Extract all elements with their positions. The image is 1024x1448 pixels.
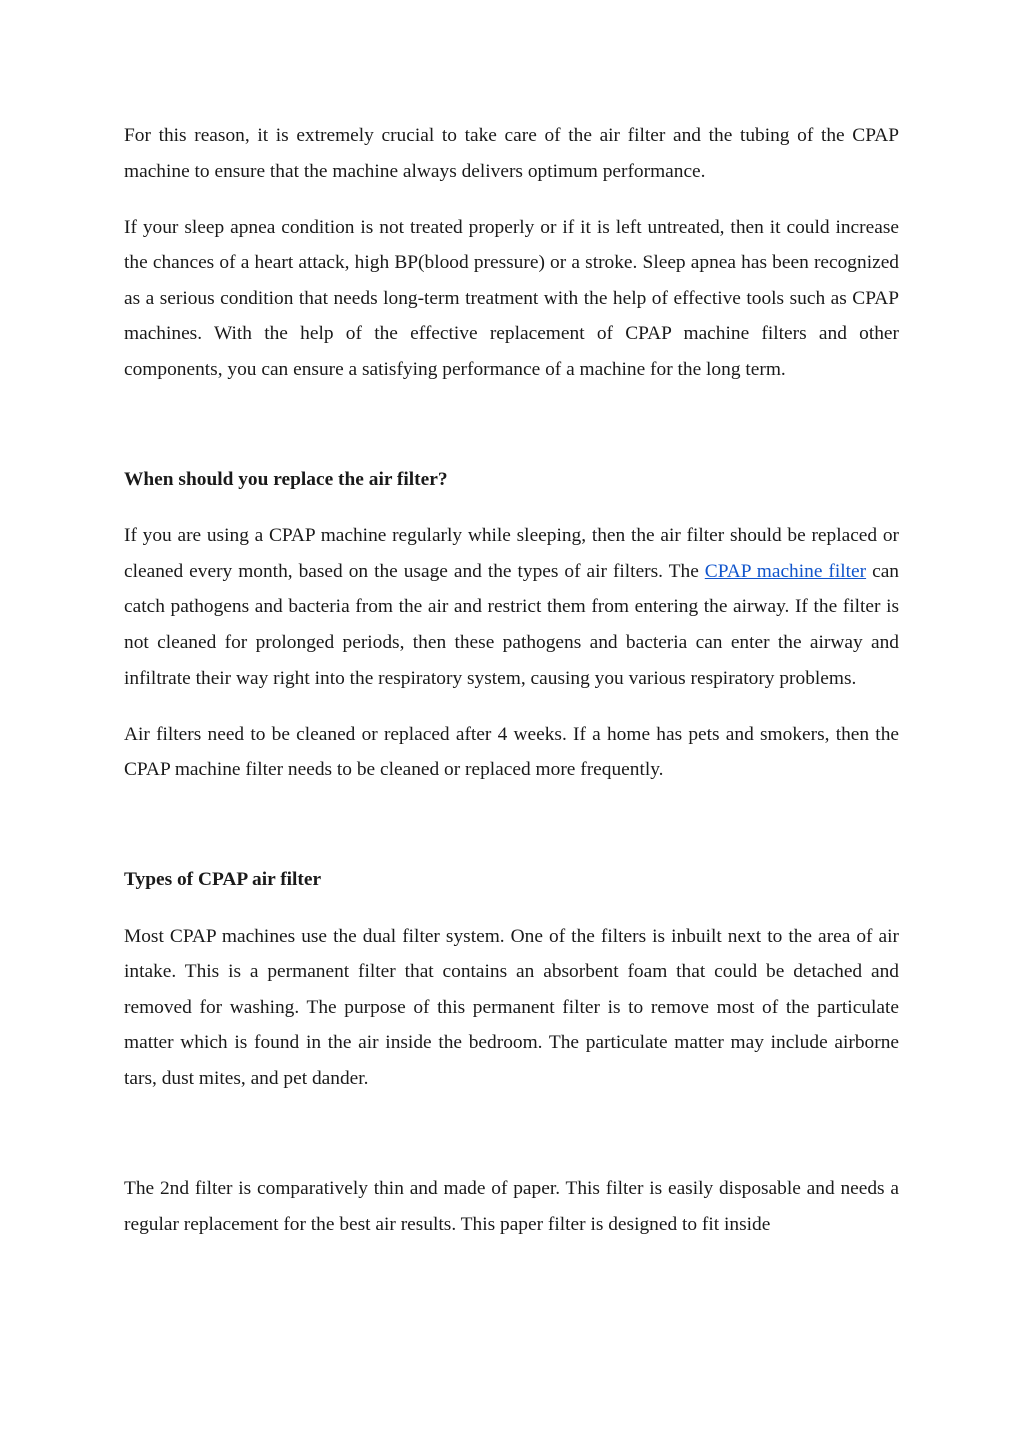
- document-page: [124, 118, 899, 1263]
- paragraph-four-weeks: Air filters need to be cleaned or replaced after 4 weeks. If a home has pets and smokers, then the CPAP machine filter needs to be cleaned or replaced more frequently.: [124, 723, 899, 781]
- section-spacer: [124, 808, 899, 862]
- paragraph-text-after-link: can catch pathogens and bacteria from the air and restrict them from entering the airway. If the filter is not cleaned for prolonged periods, then these pathogens and bacteria can enter the airway and infiltrate their way right into the respiratory system, causing you various respiratory problems.: [124, 560, 899, 689]
- cpap-machine-filter-link[interactable]: CPAP machine filter: [704, 560, 867, 582]
- paragraph-sleep-apnea-risks: If your sleep apnea condition is not treated properly or if it is left untreated, then it could increase the chances of a heart attack, high BP(blood pressure) or a stroke. Sleep apnea has been recognized as a serious condition that needs long-term treatment with the help of effective tools such as CPAP machines. With the help of the effective replacement of CPAP machine filters and other components, you can ensure a satisfying performance of a machine for the long term.: [124, 216, 899, 381]
- paragraph-filter-care: For this reason, it is extremely crucial to take care of the air filter and the tubing of the CPAP machine to ensure that the machine always delivers optimum performance.: [124, 125, 899, 182]
- paragraph-dual-filter-system: Most CPAP machines use the dual filter system. One of the filters is inbuilt next to the area of air intake. This is a permanent filter that contains an absorbent foam that could be detached and removed for washing. The purpose of this permanent filter is to remove most of the particulate matter which is found in the air inside the bedroom. The particulate matter may include airborne tars, dust mites, and pet dander.: [124, 925, 899, 1089]
- paragraph-paper-filter: The 2nd filter is comparatively thin and made of paper. This filter is easily disposable and needs a regular replacement for the best air results. This paper filter is designed to fit inside: [124, 1177, 899, 1235]
- heading-when-to-replace: When should you replace the air filter?: [124, 469, 448, 491]
- heading-types-of-filter: Types of CPAP air filter: [124, 869, 322, 891]
- section-spacer: [124, 1117, 899, 1171]
- paragraph-replacement-schedule: [124, 518, 899, 696]
- section-spacer: [124, 408, 899, 462]
- paragraph-text-before-link: If you are using a CPAP machine regularly while sleeping, then the air filter should be replaced or cleaned every month, based on the usage and the types of air filters. The: [124, 525, 899, 582]
